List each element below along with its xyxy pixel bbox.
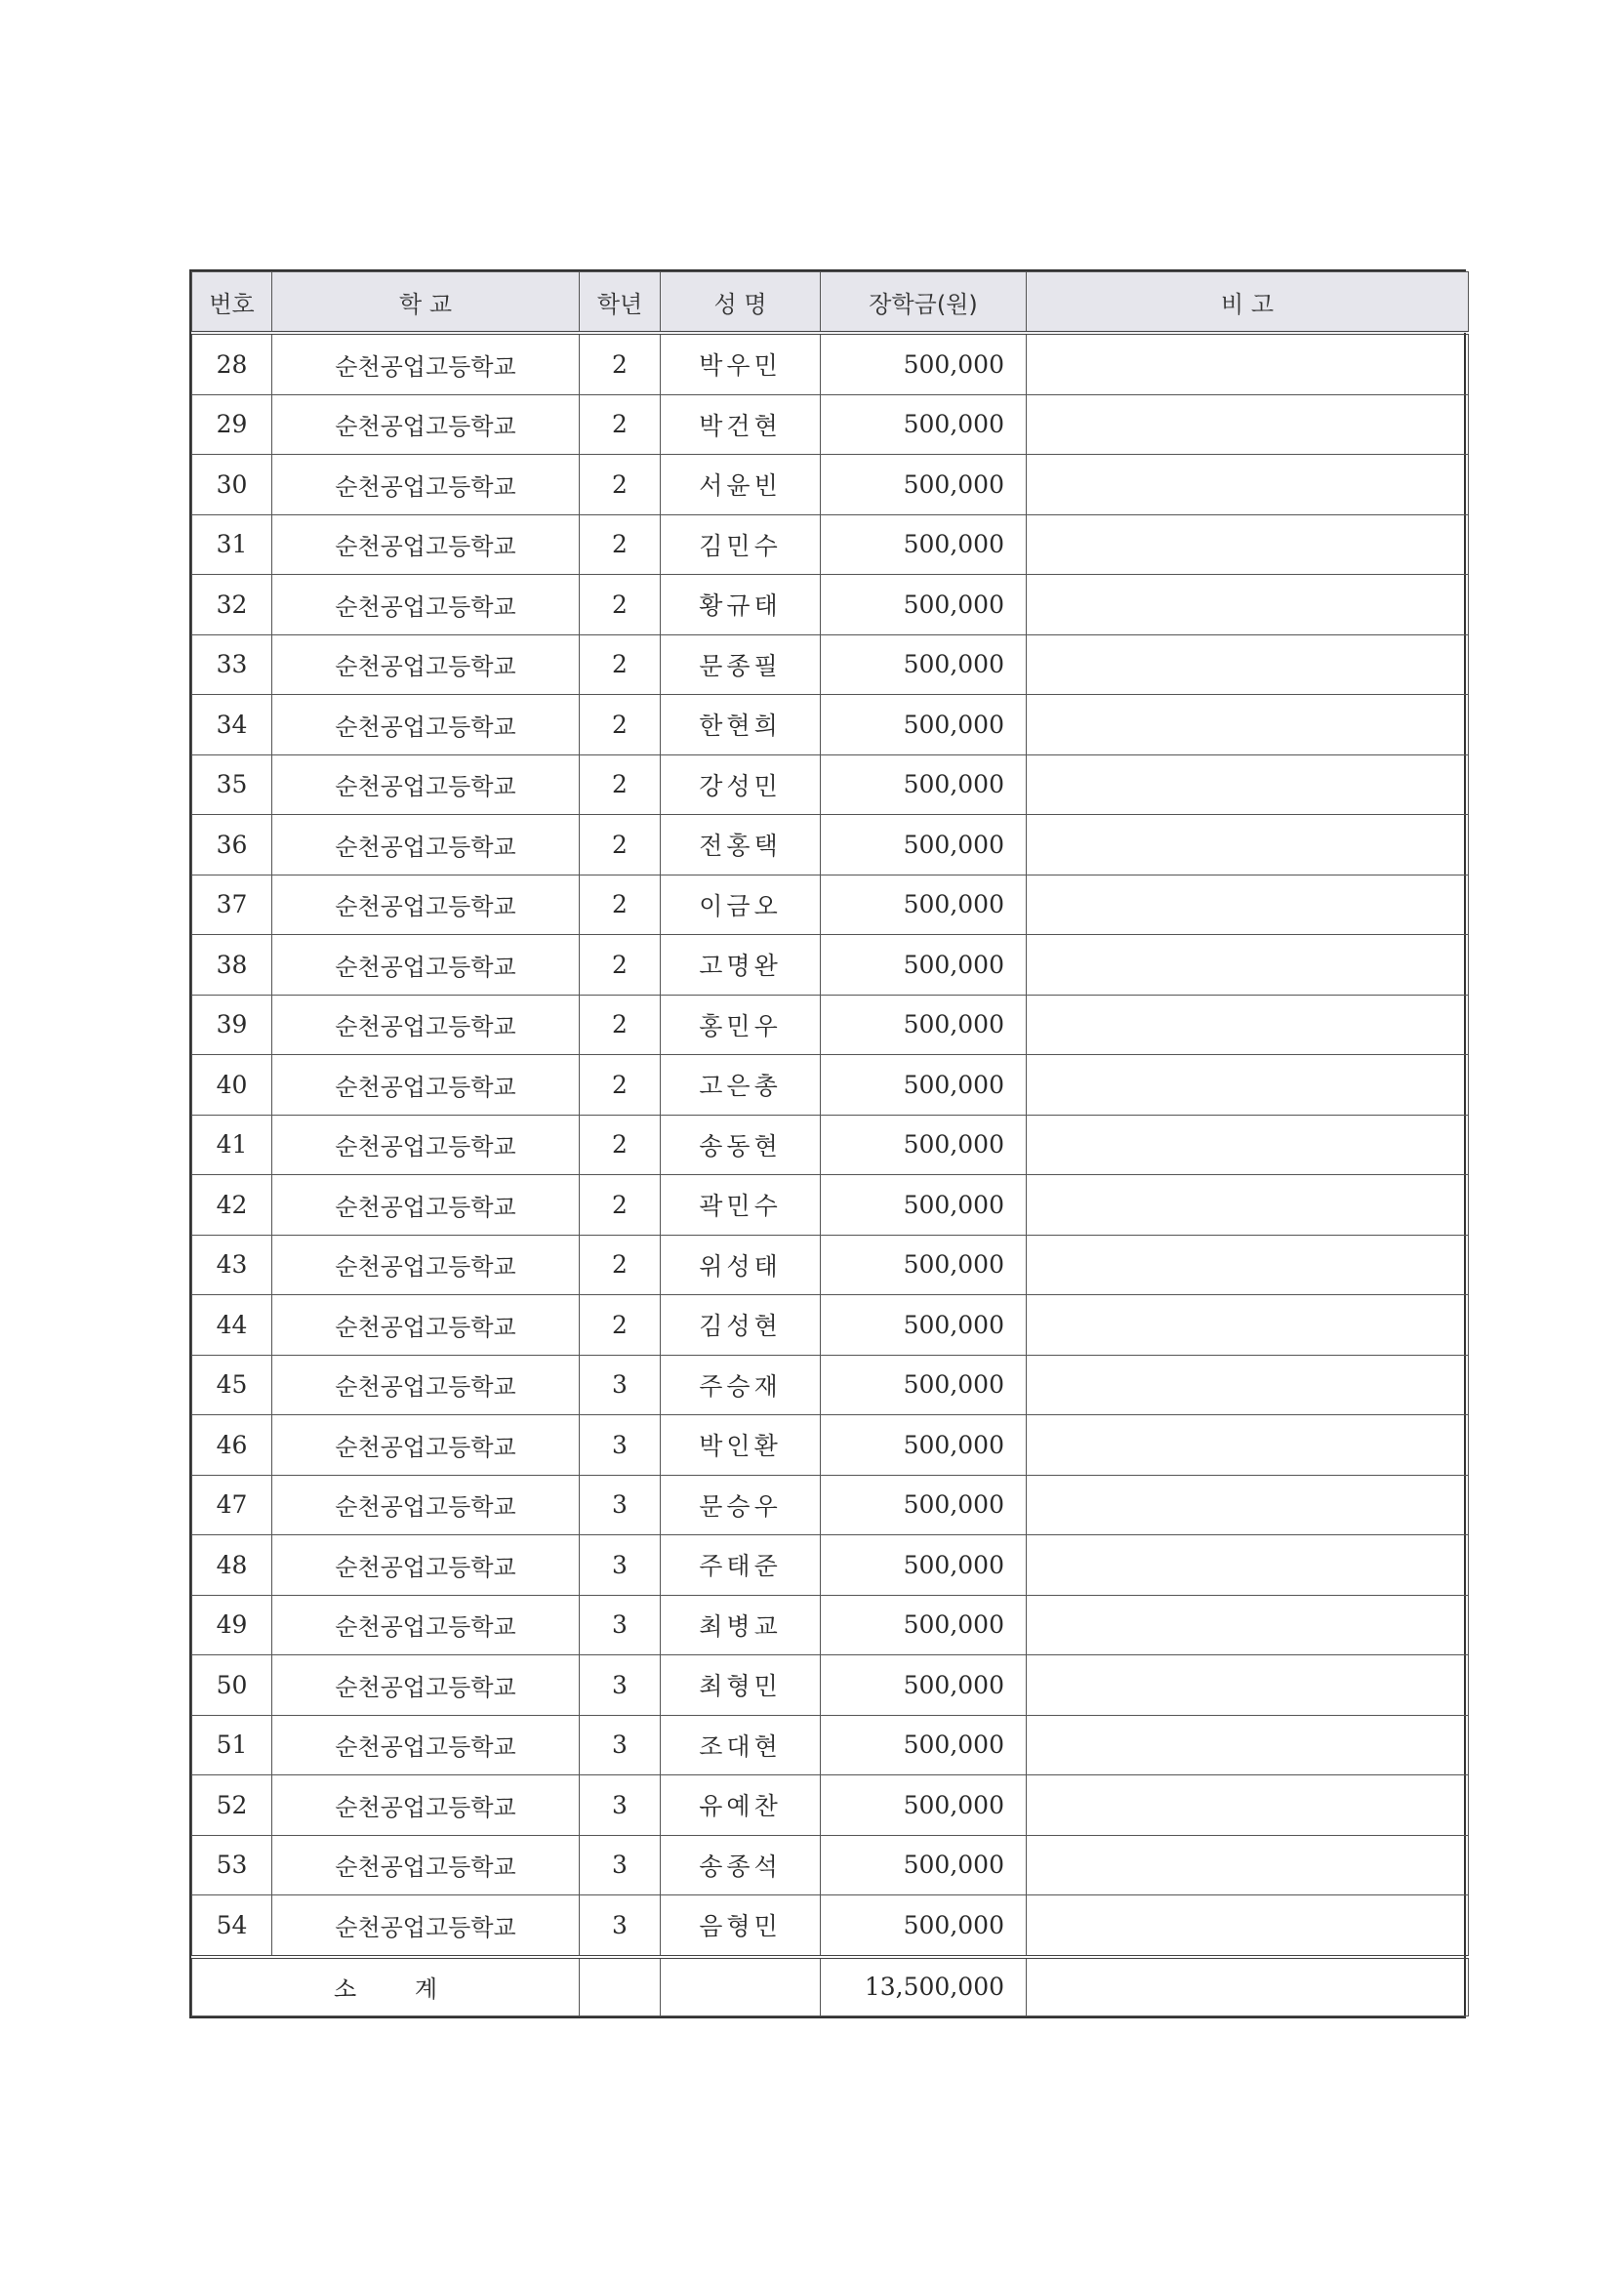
cell-school: 순천공업고등학교: [272, 394, 580, 455]
table-row: [192, 455, 1469, 515]
cell-school: 순천공업고등학교: [272, 1835, 580, 1895]
cell-remark: [1027, 995, 1469, 1055]
cell-amount: 500,000: [821, 1055, 1027, 1116]
cell-amount: 500,000: [821, 1895, 1027, 1957]
subtotal-name-empty: [661, 1957, 821, 2016]
cell-remark: [1027, 1895, 1469, 1957]
cell-school: 순천공업고등학교: [272, 815, 580, 875]
cell-student-name: 강성민: [661, 754, 821, 815]
cell-school: 순천공업고등학교: [272, 1055, 580, 1116]
cell-grade: 3: [580, 1355, 661, 1415]
cell-school: 순천공업고등학교: [272, 1115, 580, 1175]
cell-grade: 3: [580, 1895, 661, 1957]
table-row: [192, 1115, 1469, 1175]
cell-amount: 500,000: [821, 995, 1027, 1055]
table-row: [192, 1715, 1469, 1775]
cell-student-name: 최형민: [661, 1655, 821, 1716]
table-row: [192, 1535, 1469, 1596]
cell-student-name: 박건현: [661, 394, 821, 455]
cell-grade: 3: [580, 1535, 661, 1596]
cell-remark: [1027, 1355, 1469, 1415]
cell-number: 47: [192, 1475, 272, 1535]
cell-number: 29: [192, 394, 272, 455]
table-row: [192, 995, 1469, 1055]
cell-student-name: 곽민수: [661, 1175, 821, 1236]
cell-number: 43: [192, 1235, 272, 1295]
cell-number: 42: [192, 1175, 272, 1236]
cell-student-name: 문승우: [661, 1475, 821, 1535]
cell-amount: 500,000: [821, 1355, 1027, 1415]
cell-school: 순천공업고등학교: [272, 1895, 580, 1957]
cell-number: 35: [192, 754, 272, 815]
cell-student-name: 김민수: [661, 514, 821, 575]
cell-grade: 2: [580, 1235, 661, 1295]
cell-grade: 2: [580, 455, 661, 515]
cell-remark: [1027, 754, 1469, 815]
cell-school: 순천공업고등학교: [272, 1595, 580, 1655]
cell-student-name: 음형민: [661, 1895, 821, 1957]
header-school: 학 교: [272, 272, 580, 334]
cell-amount: 500,000: [821, 875, 1027, 935]
table-footer: [192, 1957, 1469, 2016]
cell-remark: [1027, 1655, 1469, 1716]
table-row: [192, 1355, 1469, 1415]
cell-remark: [1027, 1115, 1469, 1175]
cell-remark: [1027, 1415, 1469, 1476]
cell-number: 49: [192, 1595, 272, 1655]
table-row: [192, 1775, 1469, 1836]
cell-student-name: 김성현: [661, 1295, 821, 1356]
cell-student-name: 이금오: [661, 875, 821, 935]
table-row: [192, 634, 1469, 695]
table-row: [192, 1055, 1469, 1116]
cell-remark: [1027, 1535, 1469, 1596]
cell-remark: [1027, 1235, 1469, 1295]
cell-remark: [1027, 695, 1469, 755]
cell-school: 순천공업고등학교: [272, 1475, 580, 1535]
cell-amount: 500,000: [821, 1475, 1027, 1535]
cell-grade: 2: [580, 333, 661, 394]
cell-amount: 500,000: [821, 394, 1027, 455]
cell-number: 44: [192, 1295, 272, 1356]
cell-number: 30: [192, 455, 272, 515]
cell-student-name: 주태준: [661, 1535, 821, 1596]
cell-remark: [1027, 1175, 1469, 1236]
table-row: [192, 333, 1469, 394]
table-row: [192, 1595, 1469, 1655]
cell-student-name: 고은총: [661, 1055, 821, 1116]
cell-grade: 2: [580, 1055, 661, 1116]
table-body: [192, 333, 1469, 1957]
header-grade: 학년: [580, 272, 661, 334]
cell-grade: 3: [580, 1595, 661, 1655]
header-name: 성 명: [661, 272, 821, 334]
cell-amount: 500,000: [821, 1775, 1027, 1836]
cell-grade: 3: [580, 1775, 661, 1836]
subtotal-row: [192, 1957, 1469, 2016]
header-amount: 장학금(원): [821, 272, 1027, 334]
cell-number: 34: [192, 695, 272, 755]
cell-school: 순천공업고등학교: [272, 1775, 580, 1836]
cell-amount: 500,000: [821, 1655, 1027, 1716]
subtotal-remark-empty: [1027, 1957, 1469, 2016]
cell-number: 28: [192, 333, 272, 394]
scholarship-table: [191, 271, 1469, 2016]
cell-amount: 500,000: [821, 1115, 1027, 1175]
cell-number: 40: [192, 1055, 272, 1116]
subtotal-amount: 13,500,000: [821, 1957, 1027, 2016]
cell-amount: 500,000: [821, 333, 1027, 394]
cell-student-name: 전홍택: [661, 815, 821, 875]
header-remark: 비 고: [1027, 272, 1469, 334]
cell-remark: [1027, 1775, 1469, 1836]
table-row: [192, 1415, 1469, 1476]
cell-grade: 2: [580, 754, 661, 815]
cell-school: 순천공업고등학교: [272, 634, 580, 695]
cell-school: 순천공업고등학교: [272, 333, 580, 394]
table-row: [192, 1895, 1469, 1957]
cell-grade: 3: [580, 1715, 661, 1775]
cell-school: 순천공업고등학교: [272, 1715, 580, 1775]
cell-school: 순천공업고등학교: [272, 1235, 580, 1295]
cell-number: 53: [192, 1835, 272, 1895]
cell-remark: [1027, 1715, 1469, 1775]
cell-grade: 2: [580, 875, 661, 935]
cell-remark: [1027, 1055, 1469, 1116]
subtotal-grade-empty: [580, 1957, 661, 2016]
table-row: [192, 1235, 1469, 1295]
cell-student-name: 조대현: [661, 1715, 821, 1775]
cell-number: 54: [192, 1895, 272, 1957]
cell-number: 38: [192, 935, 272, 996]
cell-remark: [1027, 634, 1469, 695]
cell-student-name: 고명완: [661, 935, 821, 996]
cell-school: 순천공업고등학교: [272, 1655, 580, 1716]
cell-number: 37: [192, 875, 272, 935]
cell-amount: 500,000: [821, 1715, 1027, 1775]
cell-grade: 2: [580, 935, 661, 996]
cell-number: 41: [192, 1115, 272, 1175]
cell-remark: [1027, 514, 1469, 575]
cell-number: 45: [192, 1355, 272, 1415]
cell-school: 순천공업고등학교: [272, 1415, 580, 1476]
table-row: [192, 1655, 1469, 1716]
cell-amount: 500,000: [821, 1235, 1027, 1295]
header-number: 번호: [192, 272, 272, 334]
cell-amount: 500,000: [821, 754, 1027, 815]
table-row: [192, 514, 1469, 575]
cell-number: 52: [192, 1775, 272, 1836]
cell-student-name: 문종필: [661, 634, 821, 695]
cell-school: 순천공업고등학교: [272, 514, 580, 575]
table-row: [192, 1295, 1469, 1356]
cell-grade: 2: [580, 394, 661, 455]
cell-grade: 3: [580, 1655, 661, 1716]
cell-school: 순천공업고등학교: [272, 1535, 580, 1596]
cell-student-name: 최병교: [661, 1595, 821, 1655]
cell-amount: 500,000: [821, 514, 1027, 575]
cell-amount: 500,000: [821, 815, 1027, 875]
cell-amount: 500,000: [821, 1175, 1027, 1236]
cell-amount: 500,000: [821, 1295, 1027, 1356]
cell-student-name: 유예찬: [661, 1775, 821, 1836]
cell-amount: 500,000: [821, 1595, 1027, 1655]
cell-remark: [1027, 815, 1469, 875]
cell-remark: [1027, 333, 1469, 394]
cell-remark: [1027, 875, 1469, 935]
cell-amount: 500,000: [821, 1415, 1027, 1476]
cell-school: 순천공업고등학교: [272, 995, 580, 1055]
cell-student-name: 박인환: [661, 1415, 821, 1476]
cell-amount: 500,000: [821, 695, 1027, 755]
table-row: [192, 1835, 1469, 1895]
table-row: [192, 875, 1469, 935]
table-row: [192, 1475, 1469, 1535]
cell-school: 순천공업고등학교: [272, 935, 580, 996]
cell-number: 46: [192, 1415, 272, 1476]
cell-student-name: 송종석: [661, 1835, 821, 1895]
table-row: [192, 935, 1469, 996]
cell-grade: 2: [580, 1115, 661, 1175]
cell-remark: [1027, 1835, 1469, 1895]
cell-school: 순천공업고등학교: [272, 754, 580, 815]
cell-grade: 2: [580, 1175, 661, 1236]
cell-number: 48: [192, 1535, 272, 1596]
cell-number: 32: [192, 575, 272, 635]
cell-grade: 2: [580, 634, 661, 695]
cell-school: 순천공업고등학교: [272, 695, 580, 755]
cell-student-name: 주승재: [661, 1355, 821, 1415]
cell-number: 50: [192, 1655, 272, 1716]
cell-amount: 500,000: [821, 1835, 1027, 1895]
cell-student-name: 위성태: [661, 1235, 821, 1295]
cell-number: 39: [192, 995, 272, 1055]
cell-number: 33: [192, 634, 272, 695]
cell-student-name: 홍민우: [661, 995, 821, 1055]
table-row: [192, 815, 1469, 875]
cell-grade: 2: [580, 575, 661, 635]
cell-student-name: 박우민: [661, 333, 821, 394]
cell-student-name: 황규태: [661, 575, 821, 635]
cell-grade: 3: [580, 1415, 661, 1476]
cell-grade: 2: [580, 995, 661, 1055]
cell-remark: [1027, 1475, 1469, 1535]
cell-school: 순천공업고등학교: [272, 1355, 580, 1415]
cell-student-name: 서윤빈: [661, 455, 821, 515]
cell-number: 36: [192, 815, 272, 875]
cell-grade: 2: [580, 514, 661, 575]
table-header: [192, 272, 1469, 334]
cell-grade: 2: [580, 1295, 661, 1356]
table-row: [192, 1175, 1469, 1236]
cell-grade: 3: [580, 1475, 661, 1535]
cell-amount: 500,000: [821, 935, 1027, 996]
cell-student-name: 한현희: [661, 695, 821, 755]
table-row: [192, 575, 1469, 635]
scholarship-table-frame: [189, 269, 1466, 2018]
cell-remark: [1027, 455, 1469, 515]
cell-student-name: 송동현: [661, 1115, 821, 1175]
cell-number: 51: [192, 1715, 272, 1775]
cell-amount: 500,000: [821, 1535, 1027, 1596]
cell-remark: [1027, 575, 1469, 635]
cell-remark: [1027, 1595, 1469, 1655]
cell-remark: [1027, 935, 1469, 996]
table-row: [192, 394, 1469, 455]
subtotal-label: 소 계: [192, 1957, 580, 2016]
header-row: [192, 272, 1469, 334]
cell-amount: 500,000: [821, 455, 1027, 515]
cell-school: 순천공업고등학교: [272, 1295, 580, 1356]
cell-grade: 2: [580, 695, 661, 755]
cell-grade: 2: [580, 815, 661, 875]
cell-amount: 500,000: [821, 575, 1027, 635]
cell-school: 순천공업고등학교: [272, 575, 580, 635]
table-row: [192, 695, 1469, 755]
cell-school: 순천공업고등학교: [272, 455, 580, 515]
cell-remark: [1027, 394, 1469, 455]
cell-amount: 500,000: [821, 634, 1027, 695]
cell-grade: 3: [580, 1835, 661, 1895]
cell-school: 순천공업고등학교: [272, 1175, 580, 1236]
cell-school: 순천공업고등학교: [272, 875, 580, 935]
table-row: [192, 754, 1469, 815]
cell-remark: [1027, 1295, 1469, 1356]
cell-number: 31: [192, 514, 272, 575]
